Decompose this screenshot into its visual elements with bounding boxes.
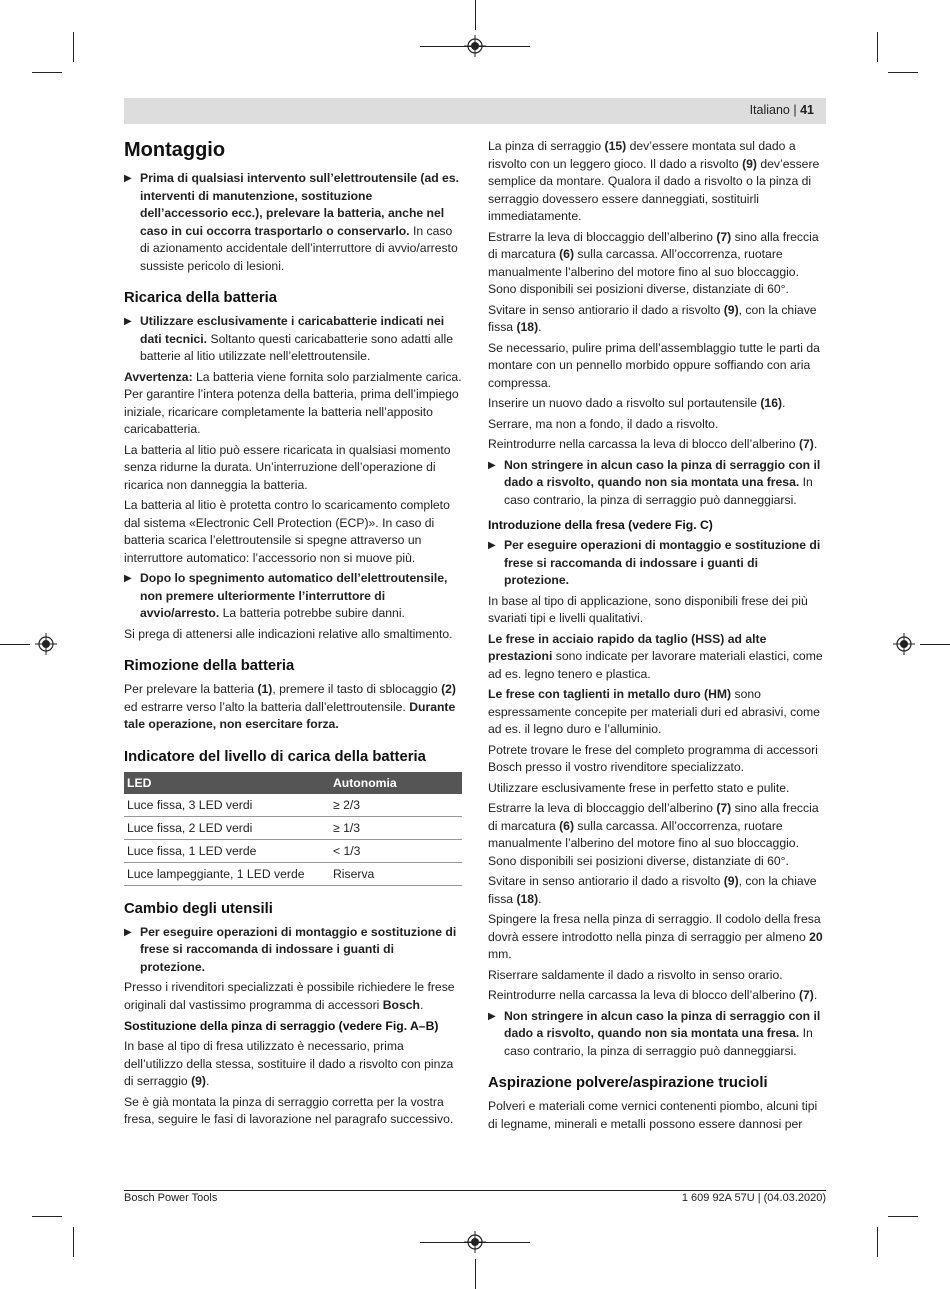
paragraph: Estrarre la leva di bloccaggio dell’alberino (7) sino alla freccia di marcatura (6) sulla carcassa. All’occorrenza, ruotare manualmente l’alberino del motore fino al suo bloccaggio. Sono disponibili sei posizioni diverse, distanziate di 60°. bbox=[488, 229, 819, 296]
crop-mark bbox=[888, 1216, 918, 1217]
paragraph: La pinza di serraggio (15) dev’essere montata sul dado a risvolto con un leggero gioco. Il dado a risvolto (9) dev’essere semplice da montare. Qualora il dado a risvolto o la pinza di serraggio dovessero essere danneggiati, sostituirli immediatamente. bbox=[488, 139, 820, 223]
paragraph: Reintrodurre nella carcassa la leva di blocco dell’alberino (7). bbox=[488, 988, 818, 1002]
table-row: Luce fissa, 3 LED verdi ≥ 2/3 bbox=[124, 794, 462, 817]
crop-mark bbox=[73, 32, 74, 62]
paragraph: Se è già montata la pinza di serraggio corretta per la vostra fresa, seguire le fasi di lavorazione nel paragrafo successivo. bbox=[124, 1094, 454, 1126]
paragraph: Utilizzare esclusivamente frese in perfetto stato e pulite. bbox=[488, 780, 790, 795]
crop-mark bbox=[475, 0, 476, 30]
subheading-collet: Sostituzione della pinza di serraggio (vedere Fig. A–B) bbox=[124, 1019, 439, 1033]
paragraph: Estrarre la leva di bloccaggio dell’alberino (7) sino alla freccia di marcatura (6) sulla carcassa. All’occorrenza, ruotare manualmente l’alberino del motore fino al suo bloccaggio. Sono disponibili sei posizioni diverse, distanziate di 60°. bbox=[488, 801, 819, 868]
paragraph: Serrare, ma non a fondo, il dado a risvolto. bbox=[488, 416, 719, 431]
warning-bullet: ▶ Dopo lo spegnimento automatico dell’elettroutensile, non premere ulteriormente l’interruttore di avvio/arresto. La batteria potrebbe subire danni. bbox=[124, 571, 448, 620]
arrow-icon: ▶ bbox=[124, 926, 132, 938]
warning-bullet: ▶ Prima di qualsiasi intervento sull’elettroutensile (ad es. interventi di manutenzione, sostituzione dell’accessorio ecc.), prelevare la batteria, anche nel caso in cui occorra trasportarlo o conservarlo. In caso di azionamento accidentale dell’interruttore di avvio/arresto sussiste pericolo di lesioni. bbox=[124, 171, 459, 273]
heading-remove: Rimozione della batteria bbox=[124, 658, 295, 674]
page-number: 41 bbox=[800, 103, 814, 117]
crop-mark bbox=[32, 1216, 62, 1217]
arrow-icon: ▶ bbox=[124, 573, 132, 584]
registration-mark-icon bbox=[464, 1231, 486, 1253]
warning-bullet: ▶ Per eseguire operazioni di montaggio e sostituzione di frese si raccomanda di indossare i guanti di protezione. bbox=[488, 538, 821, 587]
arrow-icon: ▶ bbox=[488, 540, 496, 551]
paragraph: Presso i rivenditori specializzati è possibile richiedere le frese originali dal vastissimo programma di accessori Bosch. bbox=[124, 980, 455, 1012]
table-row: Luce fissa, 2 LED verdi ≥ 1/3 bbox=[124, 816, 462, 839]
heading-dust: Aspirazione polvere/aspirazione trucioli bbox=[488, 1075, 768, 1091]
crop-mark bbox=[877, 32, 878, 62]
paragraph: In base al tipo di applicazione, sono disponibili frese dei più svariati tipi e livelli qualitativi. bbox=[488, 593, 808, 625]
page-header bbox=[124, 98, 826, 124]
paragraph: La batteria al litio è protetta contro lo scaricamento completo dal sistema «Electronic Cell Protection (ECP)». In caso di batteria scarica l’elettroutensile si spegne attraverso un interruttore automatico: l’accessorio non si muove più. bbox=[124, 498, 450, 565]
heading-change: Cambio degli utensili bbox=[124, 900, 273, 917]
registration-mark-icon bbox=[893, 633, 915, 655]
registration-mark-icon bbox=[35, 633, 57, 655]
paragraph: Polveri e materiali come vernici contenenti piombo, alcuni tipi di legname, minerali e metalli possono essere dannosi per bbox=[488, 1099, 818, 1131]
right-column bbox=[488, 138, 826, 1136]
crop-mark bbox=[475, 1259, 476, 1289]
crop-mark bbox=[32, 72, 62, 73]
footer-doc-id: 1 609 92A 57U | (04.03.2020) bbox=[681, 1192, 826, 1204]
table-row: Luce lampeggiante, 1 LED verde Riserva bbox=[124, 862, 462, 885]
warning-bullet: ▶ Non stringere in alcun caso la pinza di serraggio con il dado a risvolto, quando non sia montata una fresa. In caso contrario, la pinza di serraggio può danneggiarsi. bbox=[488, 1008, 821, 1058]
header-text: Italiano | 41 bbox=[749, 103, 814, 117]
section-title: Montaggio bbox=[124, 139, 226, 161]
warning-bullet: ▶ Per eseguire operazioni di montaggio e sostituzione di frese si raccomanda di indossare i guanti di protezione. bbox=[124, 924, 457, 974]
paragraph: Svitare in senso antiorario il dado a risvolto (9), con la chiave fissa (18). bbox=[488, 302, 817, 334]
paragraph: Per prelevare la batteria (1), premere il tasto di sblocaggio (2) ed estrarre verso l’alto la batteria dall’elettroutensile. Durante tale operazione, non esercitare forza. bbox=[124, 682, 456, 731]
arrow-icon: ▶ bbox=[488, 1010, 496, 1022]
paragraph: Inserire un nuovo dado a risvolto sul portautensile (16). bbox=[488, 396, 786, 410]
crop-mark bbox=[877, 1227, 878, 1257]
arrow-icon: ▶ bbox=[488, 459, 496, 471]
paragraph: Potrete trovare le frese del completo programma di accessori Bosch presso il vostro rivenditore specializzato. bbox=[488, 742, 818, 774]
crop-mark bbox=[0, 644, 30, 645]
table-header: Autonomia bbox=[330, 772, 462, 794]
paragraph: Reintrodurre nella carcassa la leva di blocco dell’alberino (7). bbox=[488, 437, 818, 451]
crop-mark bbox=[73, 1227, 74, 1257]
table-header: LED bbox=[124, 772, 330, 794]
header-language: Italiano bbox=[749, 103, 790, 117]
footer-rule bbox=[124, 1190, 826, 1191]
paragraph: La batteria al litio può essere ricaricata in qualsiasi momento senza ridurne la durata. Un’interruzione dell’operazione di ricarica non danneggia la batteria. bbox=[124, 442, 451, 492]
heading-indicator: Indicatore del livello di carica della batteria bbox=[124, 748, 426, 765]
left-column bbox=[124, 138, 462, 1132]
charge-table bbox=[124, 772, 462, 886]
paragraph: Avvertenza: La batteria viene fornita solo parzialmente carica. Per garantire l’intera potenza della batteria, prima dell’impiego iniziale, ricaricare completamente la batteria nell’apposito caricabatteria. bbox=[124, 369, 462, 436]
heading-charge: Ricarica della batteria bbox=[124, 290, 277, 306]
paragraph: Le frese con taglienti in metallo duro (HM) sono espressamente concepite per materiali duri ed abrasivi, come ad es. il legno duro e l’alluminio. bbox=[488, 687, 820, 736]
crop-mark bbox=[920, 644, 950, 645]
paragraph: Spingere la fresa nella pinza di serraggio. Il codolo della fresa dovrà essere introdotto nella pinza di serraggio per almeno 20 mm. bbox=[488, 912, 823, 961]
subheading-insert: Introduzione della fresa (vedere Fig. C) bbox=[488, 518, 713, 532]
arrow-icon: ▶ bbox=[124, 173, 132, 184]
paragraph: Svitare in senso antiorario il dado a risvolto (9), con la chiave fissa (18). bbox=[488, 874, 817, 906]
paragraph: In base al tipo di fresa utilizzato è necessario, prima dell’utilizzo della stessa, sostituire il dado a risvolto con pinza di serraggio (9). bbox=[124, 1039, 454, 1088]
warning-bullet: ▶ Non stringere in alcun caso la pinza di serraggio con il dado a risvolto, quando non sia montata una fresa. In caso contrario, la pinza di serraggio può danneggiarsi. bbox=[488, 457, 821, 507]
paragraph: Se necessario, pulire prima dell’assemblaggio tutte le parti da montare con un pennello morbido oppure soffiando con aria compressa. bbox=[488, 340, 820, 390]
arrow-icon: ▶ bbox=[124, 316, 132, 327]
registration-mark-icon bbox=[464, 35, 486, 57]
paragraph: Riserrare saldamente il dado a risvolto in senso orario. bbox=[488, 967, 783, 982]
warning-bullet: ▶ Utilizzare esclusivamente i caricabatterie indicati nei dati tecnici. Soltanto questi caricabatterie sono adatti alle batterie al litio utilizzate nell’elettroutensile. bbox=[124, 314, 453, 363]
paragraph: Si prega di attenersi alle indicazioni relative allo smaltimento. bbox=[124, 626, 453, 641]
crop-mark bbox=[888, 72, 918, 73]
footer-brand: Bosch Power Tools bbox=[124, 1192, 218, 1204]
table-row: Luce fissa, 1 LED verde < 1/3 bbox=[124, 839, 462, 862]
paragraph: Le frese in acciaio rapido da taglio (HSS) ad alte prestazioni sono indicate per lavorare materiali elastici, come ad es. legno tenero e plastica. bbox=[488, 631, 823, 681]
